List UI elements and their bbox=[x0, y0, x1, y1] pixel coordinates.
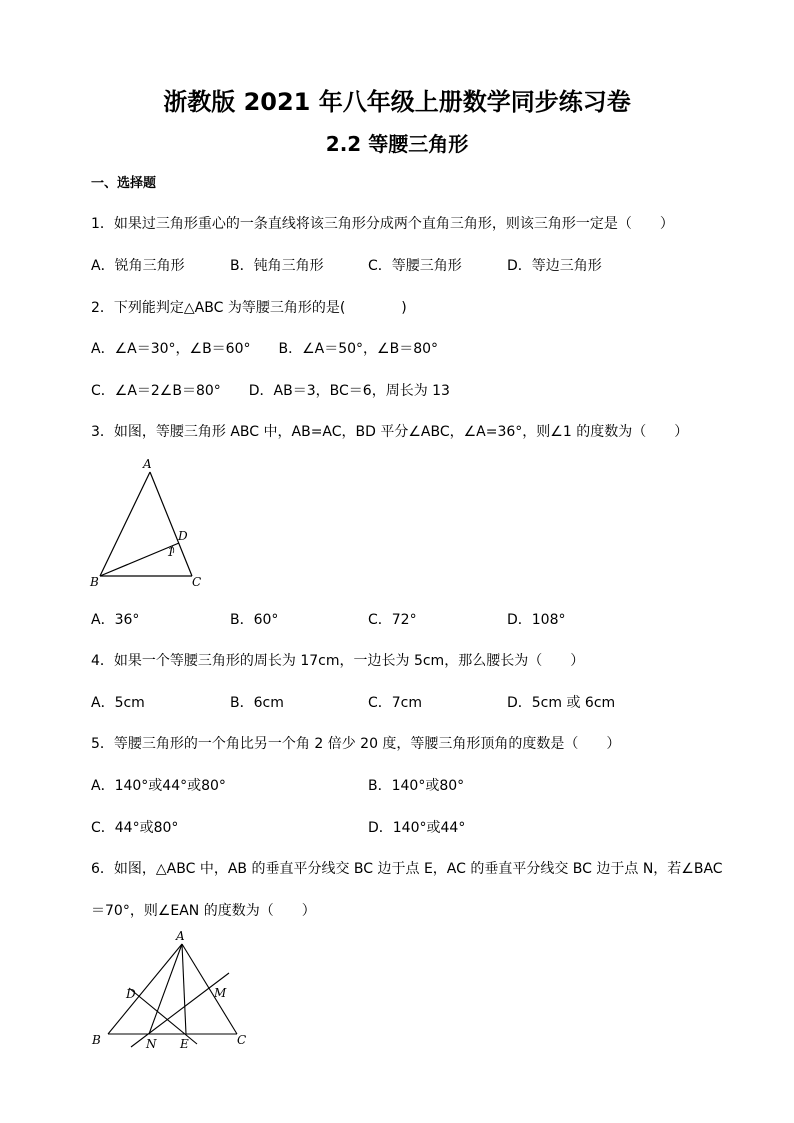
question-4-option-b: B．6cm bbox=[230, 695, 284, 711]
question-1-stem: 1．如果过三角形重心的一条直线将该三角形分成两个直角三角形，则该三角形一定是（ ） bbox=[91, 216, 674, 232]
vertex-label-c: C bbox=[237, 1033, 247, 1047]
point-label-d: D bbox=[126, 987, 136, 1001]
vertex-label-a: A bbox=[176, 929, 185, 943]
worksheet-title: 浙教版 2021 年八年级上册数学同步练习卷 bbox=[163, 88, 631, 116]
triangle-abc-figure bbox=[88, 454, 208, 588]
vertex-label-d: D bbox=[178, 529, 188, 543]
question-3-option-c: C．72° bbox=[368, 612, 417, 628]
question-5-option-a: A．140°或44°或80° bbox=[91, 778, 226, 794]
section-heading: 一、选择题 bbox=[91, 176, 157, 191]
question-1-option-b: B．钝角三角形 bbox=[230, 258, 324, 274]
question-2-options-ab: A．∠A＝30°，∠B＝60° B．∠A＝50°，∠B＝80° bbox=[91, 341, 439, 357]
question-1-option-a: A．锐角三角形 bbox=[91, 258, 185, 274]
question-3-stem: 3．如图，等腰三角形 ABC 中，AB=AC，BD 平分∠ABC，∠A=36°，则∠1 的度数为（ ） bbox=[91, 424, 689, 440]
question-3-option-d: D．108° bbox=[507, 612, 566, 628]
question-1-option-c: C．等腰三角形 bbox=[368, 258, 462, 274]
vertex-label-b: B bbox=[90, 575, 99, 588]
question-4-stem: 4．如果一个等腰三角形的周长为 17cm，一边长为 5cm，那么腰长为（ ） bbox=[91, 653, 585, 669]
question-1-option-d: D．等边三角形 bbox=[507, 258, 602, 274]
question-4-option-d: D．5cm 或 6cm bbox=[507, 695, 616, 711]
angle-label-1: 1 bbox=[167, 545, 175, 559]
question-4-option-a: A．5cm bbox=[91, 695, 145, 711]
question-5-stem: 5．等腰三角形的一个角比另一个角 2 倍少 20 度，等腰三角形顶角的度数是（ ） bbox=[91, 736, 621, 752]
question-5-option-c: C．44°或80° bbox=[91, 820, 179, 836]
question-3-option-a: A．36° bbox=[91, 612, 140, 628]
question-6-stem-line-1: 6．如图，△ABC 中，AB 的垂直平分线交 BC 边于点 E，AC 的垂直平分线交 BC 边于点 N，若∠BAC bbox=[91, 861, 723, 877]
vertex-label-b: B bbox=[92, 1033, 101, 1047]
triangle-perpendicular-bisectors-figure bbox=[86, 928, 256, 1054]
question-2-stem: 2．下列能判定△ABC 为等腰三角形的是( ) bbox=[91, 300, 407, 316]
question-3-option-b: B．60° bbox=[230, 612, 279, 628]
question-2-options-cd: C．∠A＝2∠B＝80° D．AB＝3，BC＝6，周长为 13 bbox=[91, 383, 450, 399]
question-5-option-d: D．140°或44° bbox=[368, 820, 466, 836]
question-5-option-b: B．140°或80° bbox=[368, 778, 465, 794]
question-4-option-c: C．7cm bbox=[368, 695, 423, 711]
worksheet-subtitle: 2.2 等腰三角形 bbox=[325, 132, 469, 156]
question-6-stem-line-2: ＝70°，则∠EAN 的度数为（ ） bbox=[91, 903, 316, 919]
point-label-m: M bbox=[214, 986, 227, 1000]
vertex-label-c: C bbox=[192, 575, 202, 588]
vertex-label-a: A bbox=[143, 457, 152, 471]
point-label-e: E bbox=[180, 1037, 189, 1051]
point-label-n: N bbox=[146, 1037, 157, 1051]
